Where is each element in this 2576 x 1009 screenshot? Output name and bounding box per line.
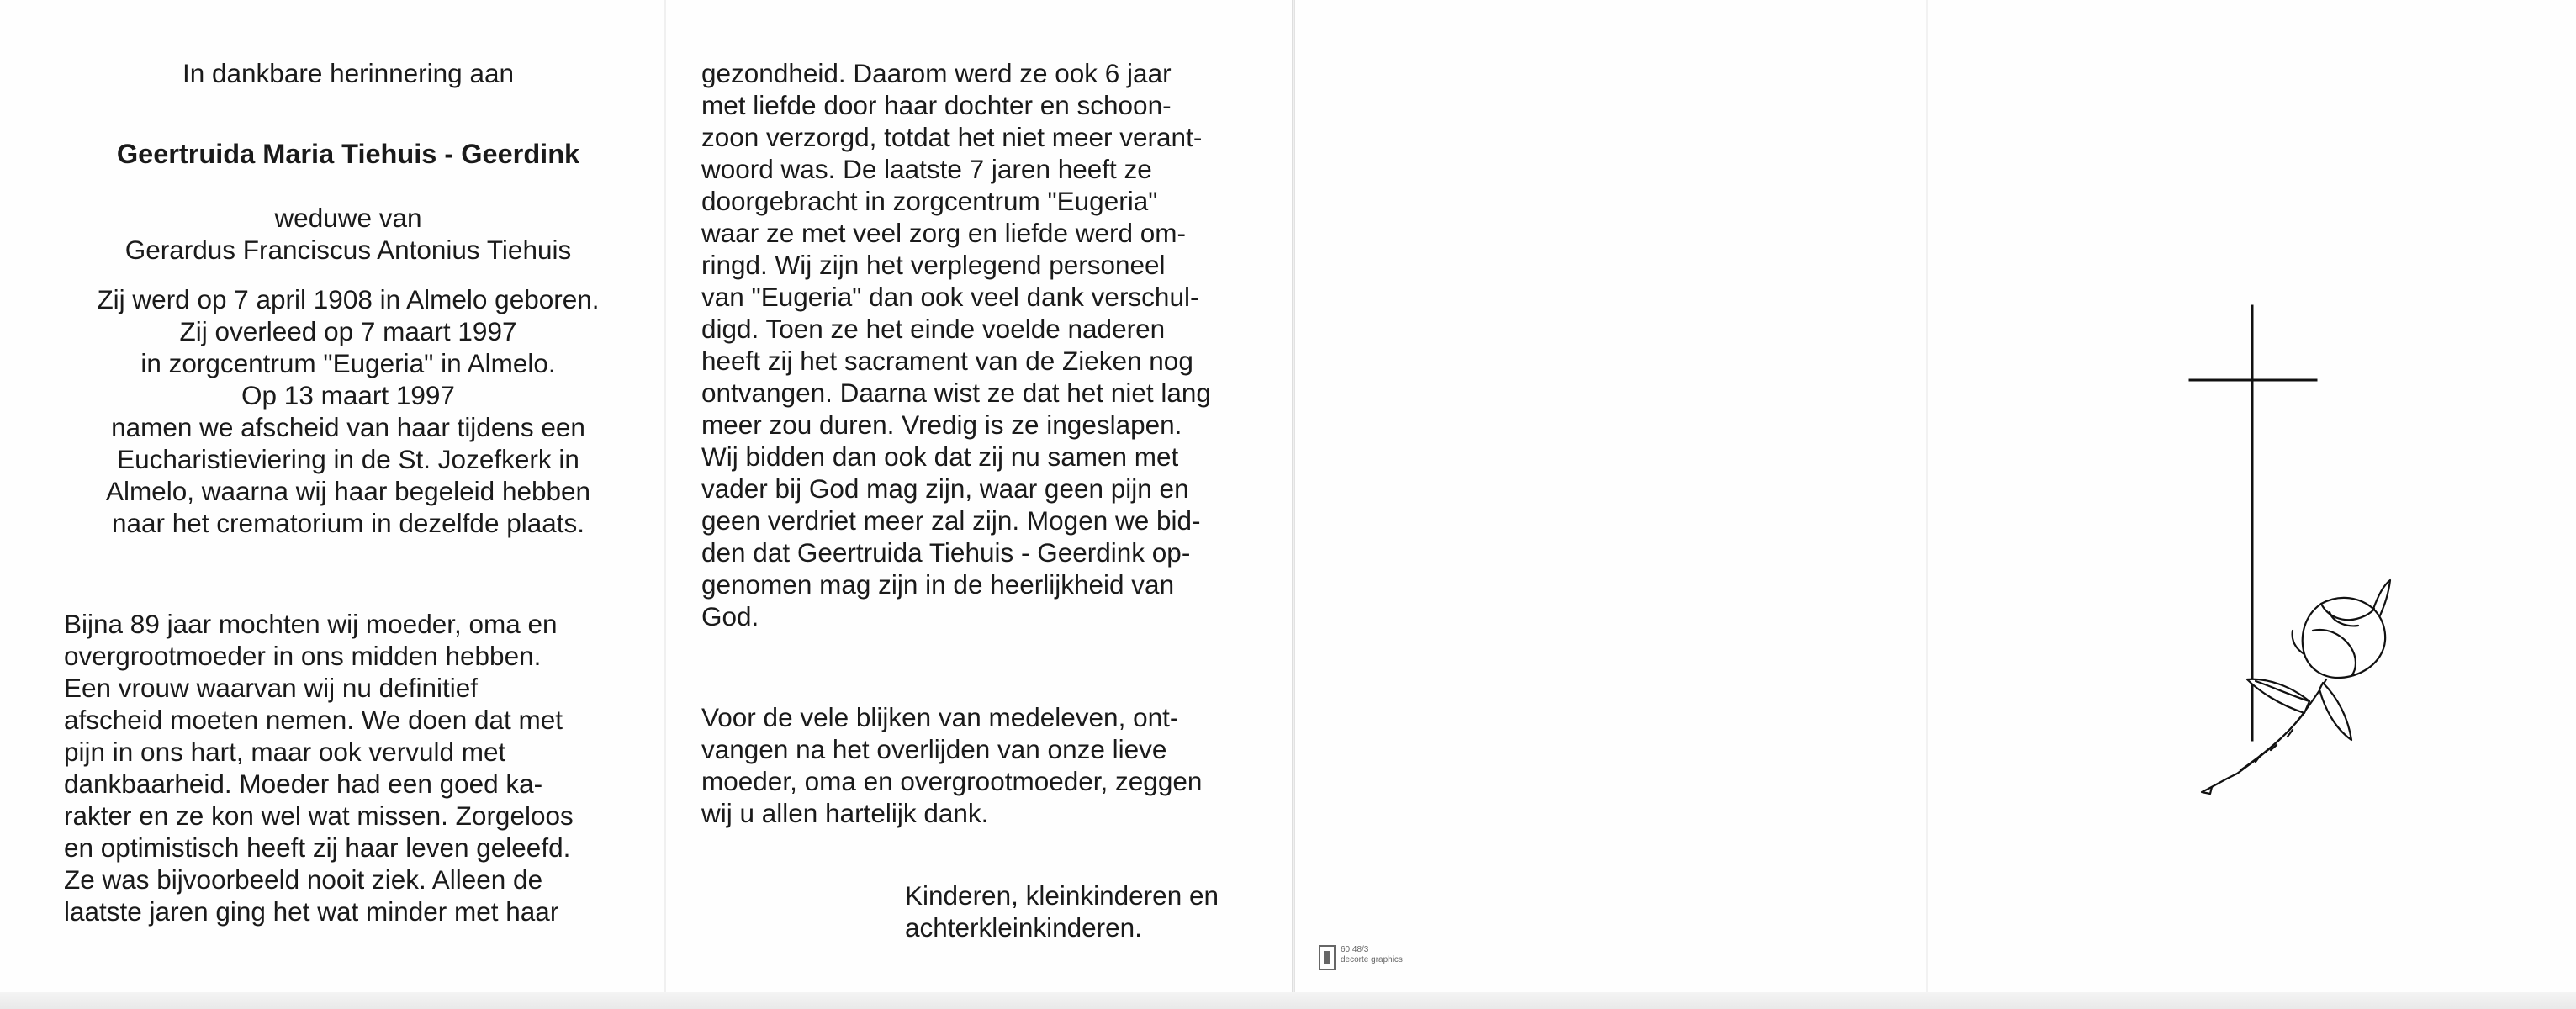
body-line: Bijna 89 jaar mochten wij moeder, oma en <box>64 609 558 639</box>
body-line: rakter en ze kon wel wat missen. Zorgeloos <box>64 800 574 831</box>
card-bottom-edge <box>0 992 2576 1009</box>
printer-mark-icon <box>1319 945 1336 970</box>
body-line: en optimistisch heeft zij haar leven geleefd. <box>64 832 571 863</box>
body-line: den dat Geertruida Tiehuis - Geerdink op- <box>701 537 1191 568</box>
thanks-line: Voor de vele blijken van medeleven, ont- <box>701 702 1179 732</box>
thanks-line: wij u allen hartelijk dank. <box>701 798 989 828</box>
printer-text <box>1341 945 1403 965</box>
middle-text-panel <box>701 57 1270 943</box>
printer-code: 60.48/3 <box>1341 945 1369 954</box>
tribute-paragraph <box>64 608 632 927</box>
detail-line: naar het crematorium in dezelfde plaats. <box>111 508 585 538</box>
body-line: God. <box>701 601 759 631</box>
body-line: Een vrouw waarvan wij nu definitief <box>64 673 479 703</box>
body-line: woord was. De laatste 7 jaren heeft ze <box>701 154 1152 184</box>
body-line: geen verdriet meer zal zijn. Mogen we bid- <box>701 505 1201 536</box>
body-line: dankbaarheid. Moeder had een goed ka- <box>64 769 543 799</box>
printer-brand: decorte graphics <box>1341 955 1403 964</box>
deceased-name: Geertruida Maria Tiehuis - Geerdink <box>116 139 580 169</box>
body-line: Ze was bijvoorbeeld nooit ziek. Alleen de <box>64 864 543 895</box>
body-line: vader bij God mag zijn, waar geen pijn en <box>701 473 1189 504</box>
family-signature <box>905 880 1270 943</box>
body-line: met liefde door haar dochter en schoon- <box>701 90 1172 120</box>
body-line: gezondheid. Daarom werd ze ook 6 jaar <box>701 58 1172 88</box>
body-line: ringd. Wij zijn het verplegend personeel <box>701 250 1166 280</box>
detail-line: Almelo, waarna wij haar begeleid hebben <box>105 476 591 506</box>
body-line: laatste jaren ging het wat minder met haar <box>64 896 559 927</box>
body-line: pijn in ons hart, maar ook vervuld met <box>64 737 506 767</box>
panel-crease <box>1926 0 1928 1009</box>
body-line: Wij bidden dan ook dat zij nu samen met <box>701 441 1179 472</box>
tribute-continuation <box>701 57 1270 632</box>
center-fold <box>1292 0 1295 1009</box>
body-line: doorgebracht in zorgcentrum "Eugeria" <box>701 186 1158 216</box>
body-line: waar ze met veel zorg en liefde werd om- <box>701 218 1186 248</box>
thanks-paragraph <box>701 701 1270 829</box>
cross-icon <box>2190 306 2316 740</box>
body-line: meer zou duren. Vredig is ze ingeslapen. <box>701 409 1182 440</box>
body-line: van "Eugeria" dan ook veel dank verschul- <box>701 282 1199 312</box>
intro-line: In dankbare herinnering aan <box>182 58 515 88</box>
detail-line: Eucharistieviering in de St. Jozefkerk in <box>117 444 579 474</box>
detail-line: namen we afscheid van haar tijdens een <box>111 412 585 442</box>
body-line: digd. Toen ze het einde voelde naderen <box>701 314 1166 344</box>
widow-label: weduwe van <box>274 203 422 233</box>
body-line: zoon verzorgd, totdat het niet meer verant- <box>701 122 1203 152</box>
left-text-panel <box>64 57 632 927</box>
body-line: heeft zij het sacrament van de Zieken nog <box>701 346 1193 376</box>
signature-line: Kinderen, kleinkinderen en <box>905 880 1219 911</box>
detail-line: Zij werd op 7 april 1908 in Almelo geboren. <box>97 284 600 314</box>
thanks-line: vangen na het overlijden van onze lieve <box>701 734 1167 764</box>
detail-line: in zorgcentrum "Eugeria" in Almelo. <box>140 348 556 378</box>
spouse-name: Gerardus Franciscus Antonius Tiehuis <box>124 235 572 265</box>
life-details <box>64 283 632 539</box>
thanks-line: moeder, oma en overgrootmoeder, zeggen <box>701 766 1203 796</box>
cross-rose-illustration <box>2178 303 2431 807</box>
body-line: overgrootmoeder in ons midden hebben. <box>64 641 542 671</box>
detail-line: Op 13 maart 1997 <box>241 380 455 410</box>
body-line: ontvangen. Daarna wist ze dat het niet lang <box>701 378 1211 408</box>
rose-icon <box>2202 580 2390 794</box>
body-line: afscheid moeten nemen. We doen dat met <box>64 705 563 735</box>
printer-logo <box>1319 945 1403 970</box>
detail-line: Zij overleed op 7 maart 1997 <box>179 316 517 346</box>
signature-line: achterkleinkinderen. <box>905 912 1142 943</box>
panel-crease <box>664 0 666 1009</box>
body-line: genomen mag zijn in de heerlijkheid van <box>701 569 1175 600</box>
